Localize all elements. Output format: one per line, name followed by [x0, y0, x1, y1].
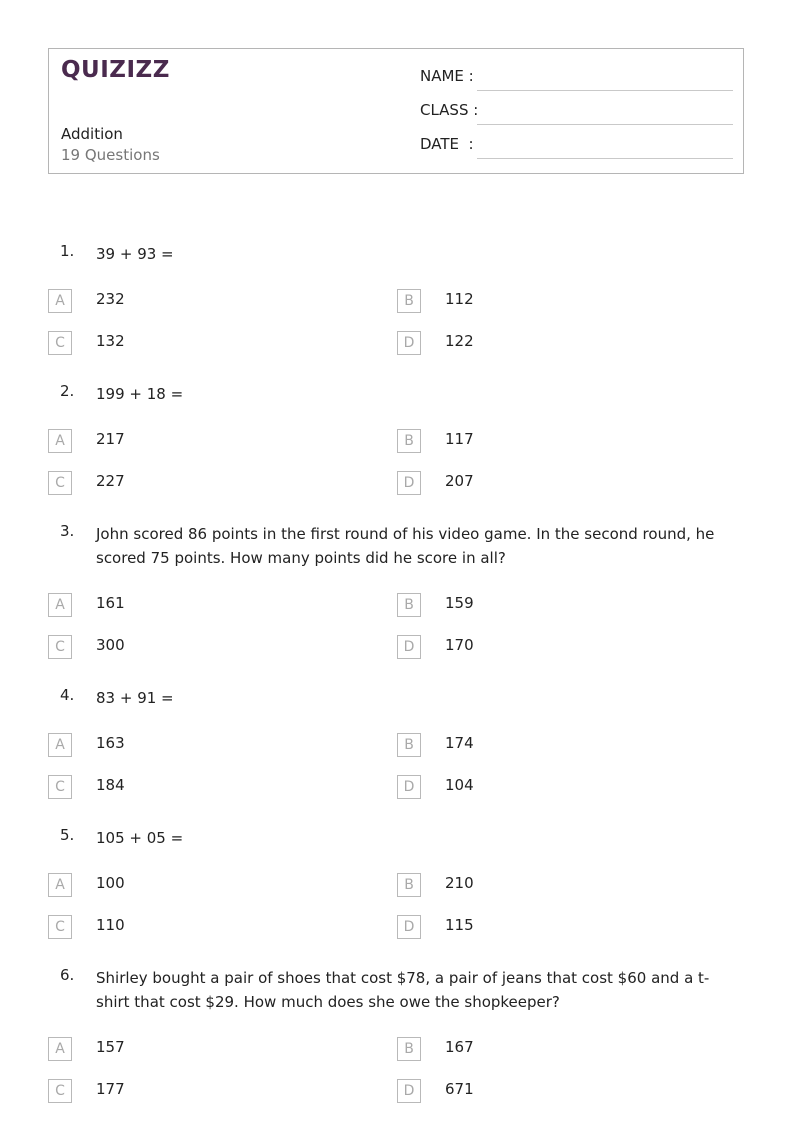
option-text: 184	[96, 776, 125, 794]
option-text: 159	[445, 594, 474, 612]
option-text: 300	[96, 636, 125, 654]
option-letter-box[interactable]: B	[397, 1037, 421, 1061]
option-letter-box[interactable]: D	[397, 775, 421, 799]
option-text: 207	[445, 472, 474, 490]
question-text: John scored 86 points in the first round of his video game. In the second round, he scored 75 points. How many points did he score in all?	[96, 525, 715, 567]
option-text: 163	[96, 734, 125, 752]
option-letter-box[interactable]: C	[48, 1079, 72, 1103]
option-letter-box[interactable]: D	[397, 915, 421, 939]
question-text: 83 + 91 =	[96, 689, 174, 707]
question-number: 5.	[60, 826, 75, 844]
option-letter-box[interactable]: C	[48, 471, 72, 495]
option-text: 167	[445, 1038, 474, 1056]
option-text: 157	[96, 1038, 125, 1056]
name-line[interactable]	[477, 90, 733, 91]
option-text: 174	[445, 734, 474, 752]
class-line[interactable]	[477, 124, 733, 125]
option-letter-box[interactable]: A	[48, 429, 72, 453]
option-text: 122	[445, 332, 474, 350]
option-letter-box[interactable]: C	[48, 915, 72, 939]
option-text: 117	[445, 430, 474, 448]
option-text: 115	[445, 916, 474, 934]
option-text: 217	[96, 430, 125, 448]
option-letter-box[interactable]: C	[48, 331, 72, 355]
option-text: 161	[96, 594, 125, 612]
option-letter-box[interactable]: C	[48, 775, 72, 799]
option-letter-box[interactable]: A	[48, 289, 72, 313]
quizizz-logo: QUIZIZZ	[61, 57, 170, 83]
name-field[interactable]	[420, 67, 733, 91]
option-letter-box[interactable]: D	[397, 635, 421, 659]
worksheet-header	[48, 48, 744, 174]
date-line[interactable]	[477, 158, 733, 159]
date-label: DATE :	[420, 135, 474, 153]
option-text: 104	[445, 776, 474, 794]
question-number: 2.	[60, 382, 75, 400]
date-field[interactable]	[420, 135, 733, 159]
option-letter-box[interactable]: D	[397, 471, 421, 495]
option-text: 177	[96, 1080, 125, 1098]
question-text: 39 + 93 =	[96, 245, 174, 263]
question-number: 6.	[60, 966, 75, 984]
option-letter-box[interactable]: B	[397, 429, 421, 453]
option-letter-box[interactable]: C	[48, 635, 72, 659]
question-count: 19 Questions	[61, 146, 160, 164]
worksheet-title: Addition	[61, 125, 123, 143]
name-label: NAME :	[420, 67, 474, 85]
option-letter-box[interactable]: B	[397, 733, 421, 757]
question-number: 1.	[60, 242, 75, 260]
option-text: 227	[96, 472, 125, 490]
option-letter-box[interactable]: D	[397, 1079, 421, 1103]
question-number: 3.	[60, 522, 75, 540]
option-letter-box[interactable]: B	[397, 873, 421, 897]
option-letter-box[interactable]: B	[397, 289, 421, 313]
option-text: 110	[96, 916, 125, 934]
option-letter-box[interactable]: A	[48, 1037, 72, 1061]
option-text: 232	[96, 290, 125, 308]
option-letter-box[interactable]: A	[48, 873, 72, 897]
class-field[interactable]	[420, 101, 733, 125]
option-letter-box[interactable]: A	[48, 593, 72, 617]
option-text: 112	[445, 290, 474, 308]
option-letter-box[interactable]: B	[397, 593, 421, 617]
option-text: 210	[445, 874, 474, 892]
option-text: 132	[96, 332, 125, 350]
class-label: CLASS :	[420, 101, 479, 119]
option-letter-box[interactable]: D	[397, 331, 421, 355]
option-letter-box[interactable]: A	[48, 733, 72, 757]
question-text: Shirley bought a pair of shoes that cost $78, a pair of jeans that cost $60 and a t-shirt that cost $29. How much does she owe the shopkeeper?	[96, 969, 710, 1011]
question-text: 105 + 05 =	[96, 829, 184, 847]
question-number: 4.	[60, 686, 75, 704]
option-text: 671	[445, 1080, 474, 1098]
option-text: 170	[445, 636, 474, 654]
option-text: 100	[96, 874, 125, 892]
question-text: 199 + 18 =	[96, 385, 184, 403]
